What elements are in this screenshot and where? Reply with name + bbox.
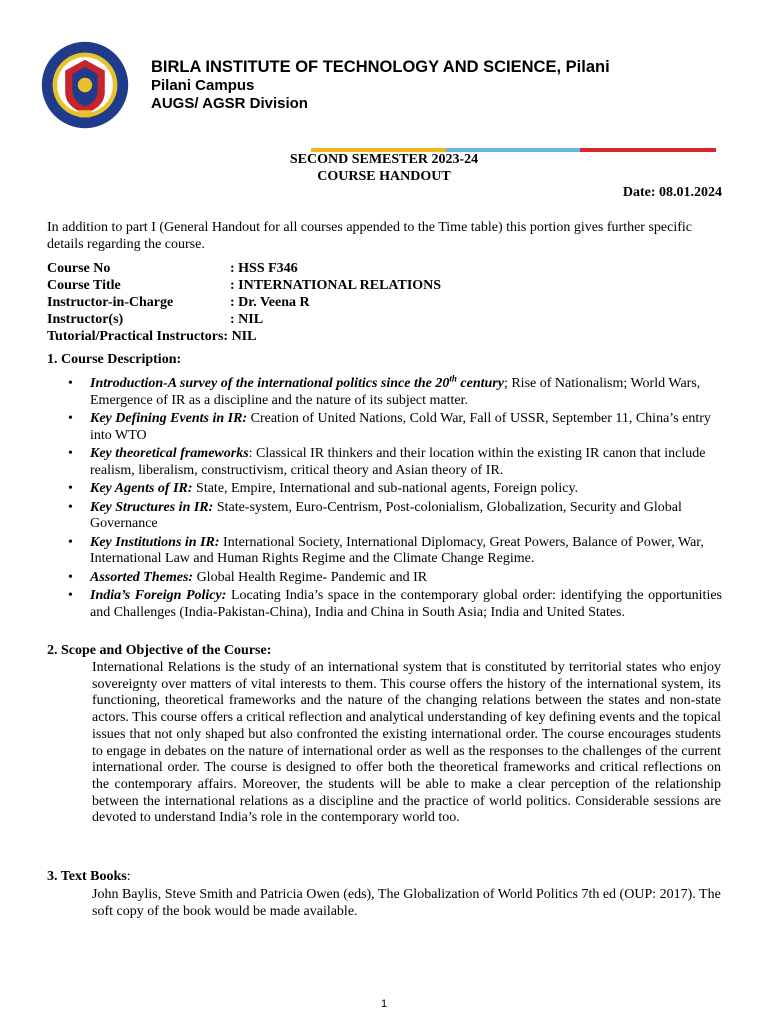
course-title-label: Course Title xyxy=(47,278,121,293)
semester-title: SECOND SEMESTER 2023-24 xyxy=(289,152,479,167)
bits-pilani-crest-icon xyxy=(40,40,130,130)
item-key-sup: th xyxy=(449,373,457,384)
item-text: State, Empire, International and sub-national agents, Foreign policy. xyxy=(192,481,579,496)
item-key: Key Defining Events in IR: xyxy=(90,411,248,426)
item-key xyxy=(90,373,504,391)
item-key: Key Agents of IR: xyxy=(90,481,193,496)
item-key: India’s Foreign Policy: xyxy=(90,588,227,603)
instructors-label: Instructor(s) xyxy=(47,312,124,327)
item-key: Key Structures in IR: xyxy=(90,499,214,515)
item-key: Key Institutions in IR: xyxy=(90,534,220,550)
item-text: : Classical IR thinkers and their location within the existing IR canon that include realism, liberalism, constructivism, critical theory and Asian theory of IR. xyxy=(90,446,706,478)
list-item xyxy=(90,570,722,587)
item-key-text: century xyxy=(456,376,504,391)
course-description-list xyxy=(90,373,722,623)
division-name: AUGS/ AGSR Division xyxy=(151,94,308,112)
page-number: 1 xyxy=(380,998,388,1010)
item-key: Key theoretical frameworks xyxy=(90,446,249,461)
scope-paragraph: International Relations is the study of an international system that is constituted by territorial states who enjoy sovereignty over matters of vital interests to them. This course offers the history of the international system, its functioning, theoretical frameworks and the nature of the changing relations between the states and non-state actors. This course offers a critical reflection and analytical understanding of key defining events and the topical issues that not only shaped but also confronted the existing international order. The course encourages students to engage in debates on the nature of international order as well as the responses to the challenges of the current international order. The course is designed to offer both the theoretical frameworks and critical reflections on the contemporary affairs. Moreover, the students will be able to make a clear perception of the relationship between the international relations as a discipline and the practice of world politics. Considerable sessions are devoted to understand India’s role in the contemporary world too. xyxy=(92,660,721,826)
item-text: State-system, Euro-Centrism, Post-colonialism, Globalization, Security and Global Governance xyxy=(90,499,682,531)
text-books-heading-colon: : xyxy=(126,869,131,884)
course-info-row xyxy=(47,311,441,328)
item-text: Global Health Regime- Pandemic and IR xyxy=(193,569,428,585)
item-key: Assorted Themes: xyxy=(90,569,194,585)
list-item xyxy=(90,535,722,568)
instructor-in-charge-label: Instructor-in-Charge xyxy=(47,295,174,310)
instructor-in-charge-value: : Dr. Veena R xyxy=(230,295,310,310)
institute-name: BIRLA INSTITUTE OF TECHNOLOGY AND SCIENCE, Pilani xyxy=(151,58,610,76)
handout-title: COURSE HANDOUT xyxy=(317,169,451,184)
item-text: Creation of United Nations, Cold War, Fall of USSR, September 11, China’s entry into WTO xyxy=(90,411,711,443)
item-text: International Society, International Diplomacy, Great Powers, Balance of Power, War, International Law and Human Rights Regime and the Climate Change Regime. xyxy=(90,534,704,566)
tutorial-instructors xyxy=(47,328,441,345)
list-item xyxy=(90,588,722,621)
list-item xyxy=(90,411,722,444)
course-title-value: : INTERNATIONAL RELATIONS xyxy=(230,278,442,293)
tutorial-instructors-text: Tutorial/Practical Instructors: NIL xyxy=(47,329,257,344)
text-books-heading xyxy=(47,869,131,885)
course-no-label: Course No xyxy=(47,261,111,276)
course-no-value: : HSS F346 xyxy=(230,261,298,276)
list-item xyxy=(90,500,722,533)
scope-heading: 2. Scope and Objective of the Course: xyxy=(47,643,272,658)
course-info-row xyxy=(47,260,441,277)
instructors-value: : NIL xyxy=(230,312,264,327)
item-key-text: Introduction-A survey of the international politics since the 20 xyxy=(90,376,450,391)
item-text: ; Rise of Nationalism; World Wars, Emergence of IR as a discipline and the nature of its subject matter. xyxy=(90,376,701,408)
list-item xyxy=(90,373,722,409)
course-info xyxy=(47,260,441,345)
list-item xyxy=(90,446,722,479)
campus-name: Pilani Campus xyxy=(151,77,255,95)
course-description-heading: 1. Course Description: xyxy=(47,352,182,367)
text-books-paragraph: John Baylis, Steve Smith and Patricia Owen (eds), The Globalization of World Politics 7th ed (OUP: 2017). The soft copy of the book would be made available. xyxy=(92,887,721,919)
institute-block xyxy=(151,58,610,112)
text-books-heading-text: 3. Text Books xyxy=(47,869,127,884)
handout-date: Date: 08.01.2024 xyxy=(622,185,722,200)
course-info-row xyxy=(47,277,441,294)
list-item xyxy=(90,481,722,498)
course-info-row xyxy=(47,294,441,311)
intro-paragraph: In addition to part I (General Handout for all courses appended to the Time table) this portion gives further specific details regarding the course. xyxy=(47,220,692,252)
item-text: Locating India’s space in the contemporary global order: identifying the opportunities and Challenges (India-Pakistan-China), India and China in South Asia; India and United States. xyxy=(90,588,722,620)
